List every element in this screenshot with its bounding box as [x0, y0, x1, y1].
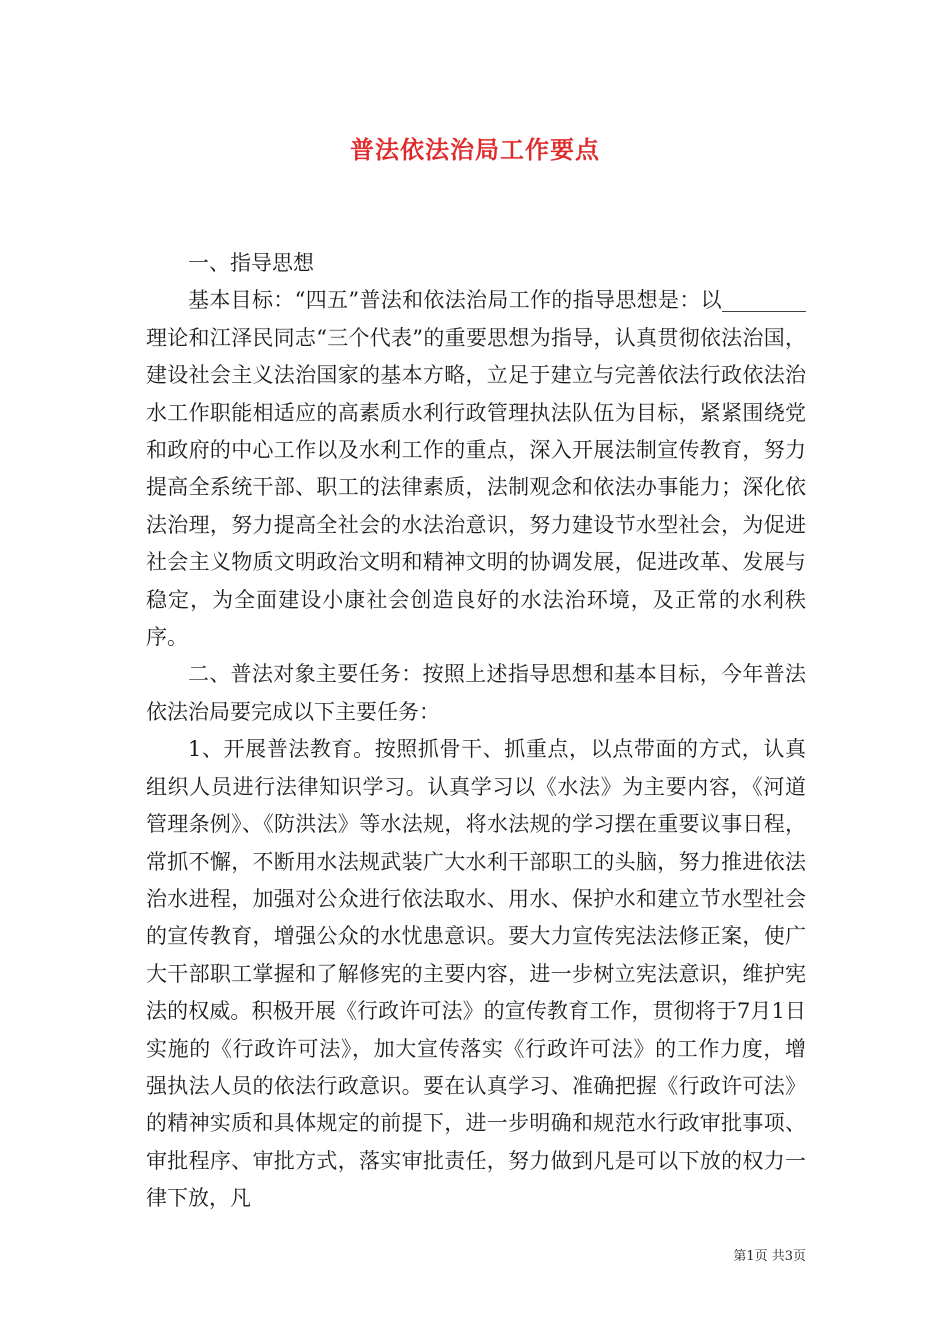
- paragraph-legal-education: 1、开展普法教育。按照抓骨干、抓重点，以点带面的方式，认真组织人员进行法律知识学习。认真学习以《水法》为主要内容，《河道管理条例》、《防洪法》等水法规，将水法规的学习摆在重要议事日程，常抓不懈，不断用水法规武装广大水利干部职工的头脑，努力推进依法治水进程，加强对公众进行依法取水、用水、保护水和建立节水型社会的宣传教育，增强公众的水忧患意识。要大力宣传宪法法修正案，使广大干部职工掌握和了解修宪的主要内容，进一步树立宪法意识，维护宪法的权威。积极开展《行政许可法》的宣传教育工作，贯彻将于7月1日实施的《行政许可法》，加大宣传落实《行政许可法》的工作力度，增强执法人员的依法行政意识。要在认真学习、准确把握《行政许可法》的精神实质和具体规定的前提下，进一步明确和规范水行政审批事项、审批程序、审批方式，落实审批责任，努力做到凡是可以下放的权力一律下放，凡: [146, 737, 806, 1211]
- document-title: 普法依法治局工作要点: [350, 135, 600, 164]
- section-heading-guiding-ideology: 一、指导思想: [188, 251, 314, 275]
- document-body: [146, 245, 806, 1218]
- page-indicator: 第1页 共3页: [733, 1249, 806, 1264]
- paragraph-main-tasks: 二、普法对象主要任务：按照上述指导思想和基本目标，今年普法依法治局要完成以下主要任务：: [146, 662, 806, 724]
- paragraph-basic-goal: 基本目标：“四五”普法和依法治局工作的指导思想是：以________理论和江泽民同志“三个代表”的重要思想为指导，认真贯彻依法治国，建设社会主义法治国家的基本方略，立足于建立与完善依法行政依法治水工作职能相适应的高素质水利行政管理执法队伍为目标，紧紧围绕党和政府的中心工作以及水利工作的重点，深入开展法制宣传教育，努力提高全系统干部、职工的法律素质，法制观念和依法办事能力；深化依法治理，努力提高全社会的水法治意识，努力建设节水型社会，为促进社会主义物质文明政治文明和精神文明的协调发展，促进改革、发展与稳定，为全面建设小康社会创造良好的水法治环境，及正常的水利秩序。: [146, 288, 806, 650]
